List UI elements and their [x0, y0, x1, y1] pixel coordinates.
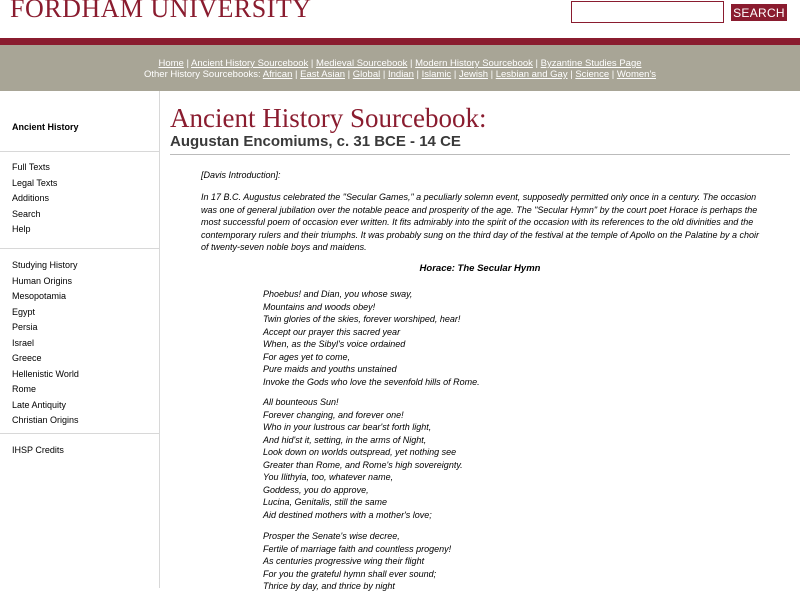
poem-line: Greater than Rome, and Rome's high sovereignty. — [263, 459, 463, 470]
poem-line: Look down on worlds outspread, yet nothing see — [263, 447, 457, 457]
poem-line: Phoebus! and Dian, you whose sway, — [263, 289, 413, 299]
sidebar-item-rome[interactable]: Rome — [12, 384, 37, 394]
poem-line: When, as the Sibyl's voice ordained — [263, 339, 406, 349]
sidebar-item-ihsp-credits[interactable]: IHSP Credits — [12, 445, 64, 455]
sidebar-divider — [0, 248, 159, 249]
nav-link-modern[interactable]: Modern History Sourcebook — [415, 58, 533, 69]
nav-link-indian[interactable]: Indian — [387, 69, 414, 80]
search-input[interactable] — [571, 1, 724, 23]
poem-line: For ages yet to come, — [263, 351, 351, 362]
nav-link-african[interactable]: African — [262, 69, 293, 80]
nav-separator: | — [183, 58, 192, 69]
nav-separator: | — [380, 69, 388, 80]
sidebar-item-studying-history[interactable]: Studying History — [12, 260, 78, 270]
nav-link-islamic[interactable]: Islamic — [421, 69, 452, 80]
poem-line: For you the grateful hymn shall ever sound; — [263, 568, 437, 579]
sidebar-group-tools — [12, 160, 57, 238]
nav-link-womens[interactable]: Women's — [616, 69, 657, 80]
nav-separator: | — [407, 58, 416, 69]
nav-link-east-asian[interactable]: East Asian — [300, 69, 346, 80]
top-nav — [0, 45, 800, 91]
sidebar-item-greece[interactable]: Greece — [12, 353, 42, 363]
poem-line: Pure maids and youths unstained — [263, 364, 397, 374]
poem-line: You Ilithyia, too, whatever name, — [263, 472, 394, 482]
nav-separator: | — [609, 69, 617, 80]
sidebar-item-legal-texts[interactable]: Legal Texts — [12, 177, 58, 188]
poem-line: Mountains and woods obey! — [263, 301, 376, 312]
poem-line: Forever changing, and forever one! — [263, 409, 404, 420]
title-divider — [170, 154, 790, 155]
poem-line: Twin glories of the skies, forever worshiped, hear! — [263, 314, 461, 324]
nav-row-other — [0, 69, 800, 80]
intro-label: [Davis Introduction]: — [201, 170, 281, 180]
nav-link-lesbian-gay[interactable]: Lesbian and Gay — [495, 69, 568, 80]
nav-separator: | — [292, 69, 301, 80]
site-header — [0, 0, 800, 38]
poem-line: Lucina, Genitalis, still the same — [263, 497, 388, 507]
nav-link-science[interactable]: Science — [575, 69, 610, 80]
sidebar-item-human-origins[interactable]: Human Origins — [12, 275, 73, 286]
sidebar-item-hellenistic-world[interactable]: Hellenistic World — [12, 368, 79, 379]
fordham-logo[interactable]: FORDHAM UNIVERSITY — [10, 0, 312, 23]
intro-paragraph: In 17 B.C. Augustus celebrated the "Secular Games," a peculiarly solemn event, supposedly permitted only once in a century. The occasion was one of general jubilation over the notable peace and prosperity of the age. The "Secular Hymn" by the court poet Horace is perhaps the most successful poem of occasion ever written. It fits admirably into the spirit of the occasion with its references to the old divinities and the contemporary rulers and their triumphs. It was probably sung on the third day of the festival at the temple of Apollo on the Palatine by a choir of twenty-seven noble boys and maidens. — [201, 192, 759, 252]
page-subtitle: Augustan Encomiums, c. 31 BCE - 14 CE — [170, 133, 461, 150]
poem-line: Invoke the Gods who love the sevenfold hills of Rome. — [263, 376, 480, 387]
search-button[interactable]: SEARCH — [731, 4, 787, 21]
nav-separator: | — [451, 69, 459, 80]
nav-separator: | — [413, 69, 422, 80]
poem-line: Thrice by day, and thrice by night — [263, 581, 395, 591]
poem-line: Goddess, you do approve, — [263, 484, 369, 495]
nav-other-label: Other History Sourcebooks: — [143, 69, 263, 80]
sidebar-item-search[interactable]: Search — [12, 208, 41, 219]
nav-row-sourcebooks — [0, 58, 800, 69]
nav-separator: | — [308, 58, 317, 69]
nav-separator: | — [487, 69, 496, 80]
nav-link-jewish[interactable]: Jewish — [458, 69, 488, 80]
poem-line: As centuries progressive wing their flight — [263, 556, 425, 566]
sidebar-item-mesopotamia[interactable]: Mesopotamia — [12, 291, 67, 301]
nav-link-medieval[interactable]: Medieval Sourcebook — [316, 58, 408, 69]
poem-line: Fertile of marriage faith and countless progeny! — [263, 543, 452, 554]
sidebar-item-israel[interactable]: Israel — [12, 337, 35, 348]
sidebar-divider — [0, 151, 159, 152]
poem-line: Aid destined mothers with a mother's love; — [263, 509, 432, 520]
sidebar-item-help[interactable]: Help — [12, 224, 31, 234]
poem-line: And hid'st it, setting, in the arms of Night, — [263, 434, 427, 445]
nav-link-home[interactable]: Home — [158, 58, 184, 69]
poem-line: Prosper the Senate's wise decree, — [263, 531, 400, 541]
poem-line: All bounteous Sun! — [263, 397, 339, 407]
header-divider — [0, 38, 800, 45]
sidebar — [0, 91, 160, 588]
poem-stanza-3 — [263, 530, 451, 593]
sidebar-divider — [0, 433, 159, 434]
sidebar-item-persia[interactable]: Persia — [12, 322, 38, 332]
nav-link-ancient[interactable]: Ancient History Sourcebook — [191, 58, 309, 69]
nav-separator: | — [567, 69, 576, 80]
poem-line: Accept our prayer this sacred year — [263, 326, 401, 337]
poem-stanza-2 — [263, 396, 463, 521]
sidebar-item-christian-origins[interactable]: Christian Origins — [12, 415, 79, 425]
sidebar-group-credits — [12, 443, 64, 459]
nav-link-byzantine[interactable]: Byzantine Studies Page — [540, 58, 642, 69]
poem-stanza-1 — [263, 288, 480, 388]
sidebar-item-egypt[interactable]: Egypt — [12, 306, 36, 317]
page-title: Ancient History Sourcebook: — [170, 103, 487, 133]
nav-link-global[interactable]: Global — [352, 69, 381, 80]
sidebar-item-late-antiquity[interactable]: Late Antiquity — [12, 399, 67, 410]
nav-separator: | — [345, 69, 353, 80]
poem-title: Horace: The Secular Hymn — [419, 263, 541, 274]
sidebar-item-additions[interactable]: Additions — [12, 193, 50, 203]
poem-line: Who in your lustrous car bear'st forth light, — [263, 422, 432, 432]
sidebar-title[interactable]: Ancient History — [12, 122, 79, 132]
sidebar-item-full-texts[interactable]: Full Texts — [12, 162, 50, 172]
sidebar-group-topics — [12, 258, 79, 429]
nav-separator: | — [532, 58, 541, 69]
